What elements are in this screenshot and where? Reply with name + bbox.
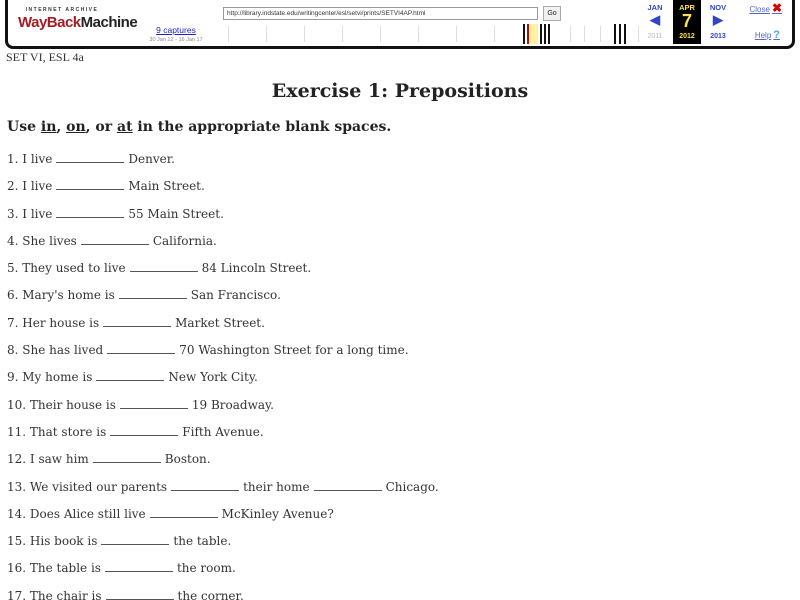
- wayback-logo[interactable]: [18, 7, 138, 43]
- close-button[interactable]: [749, 1, 782, 15]
- item-prompt: 11. That store is: [7, 424, 107, 439]
- item-prompt: 15. His book is: [7, 534, 98, 549]
- item-prompt: 10. Their house is: [7, 397, 116, 412]
- answer-blank: [171, 479, 239, 491]
- instr-suffix: in the appropriate blank spaces.: [132, 119, 392, 135]
- help-label[interactable]: Help: [754, 31, 772, 40]
- logo-part2: Machine: [80, 14, 138, 31]
- exercise-item: [7, 587, 787, 600]
- item-continuation: Market Street.: [175, 315, 265, 330]
- item-prompt: 1. I live: [7, 152, 53, 166]
- answer-blank: [150, 506, 218, 518]
- exercise-item: [7, 478, 787, 505]
- item-continuation: Fifth Avenue.: [182, 424, 264, 439]
- answer-blank: [101, 533, 169, 545]
- item-middle: their home: [243, 479, 310, 494]
- answer-blank: [93, 451, 161, 463]
- captures-link[interactable]: 9 captures: [156, 25, 196, 35]
- exercise-item: [7, 396, 787, 423]
- exercise-item: [7, 341, 787, 368]
- item-prompt: 17. The chair is: [7, 588, 102, 600]
- help-icon[interactable]: ?: [773, 29, 780, 41]
- set-label: SET VI, ESL 4a: [6, 50, 84, 64]
- help-button[interactable]: [755, 29, 780, 41]
- exercise-item: [7, 505, 787, 532]
- next-arrow-icon[interactable]: ▶: [713, 12, 723, 27]
- instr-sep: ,: [56, 119, 67, 135]
- exercise-item: [7, 286, 787, 313]
- answer-blank: [110, 424, 178, 436]
- item-continuation: 19 Broadway.: [191, 397, 274, 412]
- sparkline-current-highlight: [530, 24, 538, 44]
- item-continuation: the table.: [173, 534, 232, 549]
- exercise-item: [7, 423, 787, 450]
- logo-wayback-text: [18, 14, 138, 31]
- instr-word-in: in: [40, 119, 57, 135]
- calendar-navigator: [640, 0, 735, 44]
- exercise-item: [7, 150, 787, 177]
- item-continuation: Boston.: [164, 452, 211, 467]
- answer-blank: [96, 369, 164, 381]
- item-prompt: 8. She has lived: [7, 343, 104, 358]
- answer-blank: [106, 588, 174, 600]
- item-continuation: California.: [152, 233, 217, 248]
- prev-capture[interactable]: [640, 0, 670, 44]
- item-prompt: 3. I live: [7, 206, 53, 221]
- exercise-item: [7, 450, 787, 477]
- captures-range: 30 Jan 12 - 16 Jan 17: [149, 37, 203, 43]
- answer-blank: [130, 260, 198, 272]
- answer-blank: [56, 178, 124, 190]
- item-continuation: Main Street.: [128, 179, 205, 194]
- item-prompt: 5. They used to live: [7, 261, 126, 276]
- item-continuation: San Francisco.: [190, 288, 281, 303]
- item-prompt: 12. I saw him: [7, 452, 89, 467]
- answer-blank: [107, 342, 175, 354]
- exercise-item: [7, 314, 787, 341]
- answer-blank: [105, 560, 173, 572]
- logo-internet-archive-text: INTERNET ARCHIVE: [25, 7, 99, 13]
- captures-info: [136, 25, 216, 43]
- item-continuation: Chicago.: [385, 479, 439, 494]
- item-continuation: New York City.: [168, 370, 258, 385]
- exercise-list: [7, 150, 787, 600]
- instr-prefix: Use: [7, 119, 41, 135]
- current-month: APR: [679, 3, 695, 12]
- item-continuation: Denver.: [128, 152, 175, 166]
- logo-part1: WayBack: [18, 14, 81, 31]
- item-continuation: 84 Lincoln Street.: [201, 261, 312, 276]
- item-prompt: 9. My home is: [7, 370, 93, 385]
- exercise-item: [7, 368, 787, 395]
- current-day: 7: [681, 11, 692, 31]
- item-prompt: 14. Does Alice still live: [7, 506, 146, 521]
- go-button[interactable]: Go: [543, 6, 561, 21]
- item-prompt: 6. Mary's home is: [7, 288, 115, 303]
- item-prompt: 16. The table is: [7, 561, 101, 576]
- exercise-item: [7, 259, 787, 286]
- prev-year: 2011: [647, 33, 663, 40]
- answer-blank: [81, 233, 149, 245]
- item-continuation: 55 Main Street.: [128, 206, 224, 221]
- answer-blank: [119, 287, 187, 299]
- next-year[interactable]: 2013: [710, 33, 726, 40]
- capture-sparkline[interactable]: [220, 24, 640, 44]
- item-continuation: 70 Washington Street for a long time.: [179, 343, 409, 358]
- prev-arrow-icon[interactable]: ◀: [650, 12, 660, 27]
- instr-word-at: at: [117, 119, 133, 135]
- item-continuation: McKinley Avenue?: [221, 506, 334, 521]
- current-capture: [673, 0, 701, 44]
- instructions: [7, 119, 391, 135]
- page-title: Exercise 1: Prepositions: [271, 80, 529, 102]
- next-capture[interactable]: [703, 0, 733, 44]
- item-prompt: 2. I live: [7, 179, 53, 194]
- item-continuation: the room.: [176, 561, 236, 576]
- item-continuation: the corner.: [177, 588, 244, 600]
- answer-blank: [120, 397, 188, 409]
- exercise-item: [7, 559, 787, 586]
- url-input[interactable]: http://library.indstate.edu/writingcenter/esl/setvi/prints/SETVI4AP.html: [223, 7, 538, 20]
- prev-month[interactable]: JAN: [647, 3, 663, 12]
- item-prompt: 13. We visited our parents: [7, 479, 168, 494]
- exercise-item: [7, 232, 787, 259]
- exercise-item: [7, 532, 787, 559]
- exercise-item: [7, 177, 787, 204]
- next-month[interactable]: NOV: [709, 3, 727, 12]
- answer-blank: [56, 151, 124, 163]
- item-prompt: 4. She lives: [7, 233, 77, 248]
- item-prompt: 7. Her house is: [7, 315, 100, 330]
- current-year: 2012: [679, 33, 695, 40]
- wayback-toolbar: [5, 0, 795, 49]
- answer-blank: [103, 315, 171, 327]
- close-icon[interactable]: ✖: [771, 1, 782, 15]
- answer-blank: [314, 479, 382, 491]
- exercise-item: [7, 205, 787, 232]
- instr-sep: , or: [85, 119, 117, 135]
- answer-blank: [56, 206, 124, 218]
- instr-word-on: on: [66, 119, 86, 135]
- close-label[interactable]: Close: [749, 5, 770, 14]
